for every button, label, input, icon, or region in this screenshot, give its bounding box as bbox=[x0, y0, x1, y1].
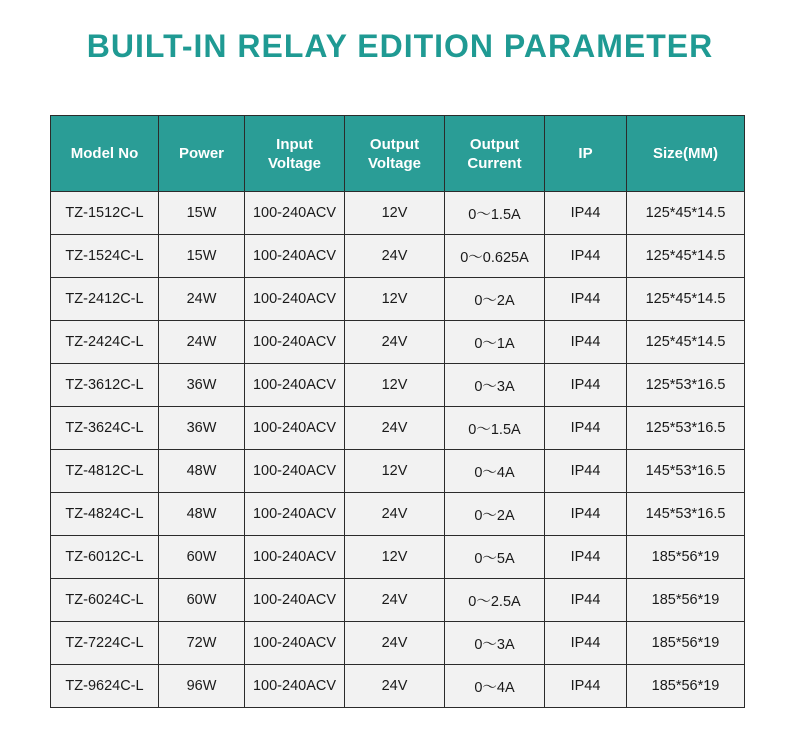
cell-ip: IP44 bbox=[545, 192, 627, 235]
cell-input-voltage: 100-240ACV bbox=[245, 450, 345, 493]
cell-input-voltage: 100-240ACV bbox=[245, 321, 345, 364]
cell-output-current: 0～2A bbox=[445, 493, 545, 536]
cell-output-current: 0～3A bbox=[445, 622, 545, 665]
cell-input-voltage: 100-240ACV bbox=[245, 665, 345, 708]
cell-power: 60W bbox=[159, 579, 245, 622]
cell-size: 185*56*19 bbox=[627, 536, 745, 579]
cell-output-voltage: 24V bbox=[345, 493, 445, 536]
cell-model-no: TZ-6012C-L bbox=[51, 536, 159, 579]
header-row bbox=[51, 116, 745, 192]
cell-output-voltage: 24V bbox=[345, 622, 445, 665]
table-row bbox=[51, 407, 745, 450]
cell-input-voltage: 100-240ACV bbox=[245, 192, 345, 235]
cell-output-voltage: 24V bbox=[345, 407, 445, 450]
cell-ip: IP44 bbox=[545, 321, 627, 364]
cell-ip: IP44 bbox=[545, 622, 627, 665]
header-label: Voltage bbox=[267, 154, 322, 172]
table-row bbox=[51, 278, 745, 321]
cell-power: 24W bbox=[159, 321, 245, 364]
cell-model-no: TZ-9624C-L bbox=[51, 665, 159, 708]
table-row bbox=[51, 622, 745, 665]
cell-size: 125*53*16.5 bbox=[627, 407, 745, 450]
cell-output-current: 0～2A bbox=[445, 278, 545, 321]
cell-model-no: TZ-3624C-L bbox=[51, 407, 159, 450]
cell-output-current: 0～4A bbox=[445, 450, 545, 493]
header-cell-model-no bbox=[51, 116, 159, 192]
cell-size: 145*53*16.5 bbox=[627, 450, 745, 493]
cell-model-no: TZ-2424C-L bbox=[51, 321, 159, 364]
cell-size: 185*56*19 bbox=[627, 665, 745, 708]
cell-model-no: TZ-6024C-L bbox=[51, 579, 159, 622]
cell-power: 15W bbox=[159, 235, 245, 278]
cell-output-current: 0～1.5A bbox=[445, 192, 545, 235]
cell-output-current: 0～1A bbox=[445, 321, 545, 364]
header-cell-ip bbox=[545, 116, 627, 192]
cell-size: 125*45*14.5 bbox=[627, 321, 745, 364]
page-title: BUILT-IN RELAY EDITION PARAMETER bbox=[86, 28, 714, 64]
cell-model-no: TZ-2412C-L bbox=[51, 278, 159, 321]
cell-size: 125*53*16.5 bbox=[627, 364, 745, 407]
cell-power: 60W bbox=[159, 536, 245, 579]
header-label: Output bbox=[369, 135, 420, 153]
cell-model-no: TZ-1524C-L bbox=[51, 235, 159, 278]
cell-input-voltage: 100-240ACV bbox=[245, 364, 345, 407]
cell-output-voltage: 24V bbox=[345, 321, 445, 364]
cell-ip: IP44 bbox=[545, 536, 627, 579]
cell-ip: IP44 bbox=[545, 407, 627, 450]
cell-ip: IP44 bbox=[545, 235, 627, 278]
header-label: Size(MM) bbox=[653, 145, 718, 162]
header-label: IP bbox=[578, 145, 593, 162]
cell-output-voltage: 12V bbox=[345, 278, 445, 321]
table-row bbox=[51, 364, 745, 407]
cell-output-voltage: 24V bbox=[345, 579, 445, 622]
table-row bbox=[51, 450, 745, 493]
cell-output-voltage: 12V bbox=[345, 192, 445, 235]
cell-output-current: 0～5A bbox=[445, 536, 545, 579]
header-cell-size bbox=[627, 116, 745, 192]
cell-output-current: 0～2.5A bbox=[445, 579, 545, 622]
cell-model-no: TZ-4824C-L bbox=[51, 493, 159, 536]
cell-output-voltage: 12V bbox=[345, 364, 445, 407]
header-label: Model No bbox=[70, 145, 139, 162]
cell-output-current: 0～3A bbox=[445, 364, 545, 407]
cell-ip: IP44 bbox=[545, 278, 627, 321]
cell-power: 96W bbox=[159, 665, 245, 708]
cell-model-no: TZ-1512C-L bbox=[51, 192, 159, 235]
cell-size: 145*53*16.5 bbox=[627, 493, 745, 536]
cell-ip: IP44 bbox=[545, 665, 627, 708]
table-row bbox=[51, 536, 745, 579]
cell-output-current: 0～1.5A bbox=[445, 407, 545, 450]
header-cell-output-current bbox=[445, 116, 545, 192]
cell-size: 125*45*14.5 bbox=[627, 278, 745, 321]
cell-output-voltage: 12V bbox=[345, 450, 445, 493]
table-row bbox=[51, 579, 745, 622]
cell-size: 125*45*14.5 bbox=[627, 235, 745, 278]
cell-power: 48W bbox=[159, 450, 245, 493]
cell-output-voltage: 12V bbox=[345, 536, 445, 579]
table-row bbox=[51, 321, 745, 364]
cell-model-no: TZ-3612C-L bbox=[51, 364, 159, 407]
header-label: Input bbox=[276, 135, 313, 153]
cell-output-current: 0～0.625A bbox=[445, 235, 545, 278]
cell-model-no: TZ-7224C-L bbox=[51, 622, 159, 665]
cell-size: 125*45*14.5 bbox=[627, 192, 745, 235]
cell-input-voltage: 100-240ACV bbox=[245, 579, 345, 622]
header-label: Power bbox=[178, 145, 224, 162]
table-header bbox=[51, 116, 745, 192]
cell-input-voltage: 100-240ACV bbox=[245, 493, 345, 536]
cell-size: 185*56*19 bbox=[627, 579, 745, 622]
header-label: Current bbox=[467, 154, 522, 172]
cell-input-voltage: 100-240ACV bbox=[245, 235, 345, 278]
header-cell-power bbox=[159, 116, 245, 192]
cell-ip: IP44 bbox=[545, 364, 627, 407]
cell-input-voltage: 100-240ACV bbox=[245, 278, 345, 321]
cell-ip: IP44 bbox=[545, 450, 627, 493]
cell-power: 36W bbox=[159, 364, 245, 407]
table-row bbox=[51, 235, 745, 278]
header-cell-output-voltage bbox=[345, 116, 445, 192]
cell-output-voltage: 24V bbox=[345, 665, 445, 708]
cell-input-voltage: 100-240ACV bbox=[245, 536, 345, 579]
header-label: Voltage bbox=[367, 154, 422, 172]
cell-power: 24W bbox=[159, 278, 245, 321]
cell-output-voltage: 24V bbox=[345, 235, 445, 278]
cell-power: 15W bbox=[159, 192, 245, 235]
cell-power: 48W bbox=[159, 493, 245, 536]
cell-model-no: TZ-4812C-L bbox=[51, 450, 159, 493]
cell-power: 36W bbox=[159, 407, 245, 450]
table-body bbox=[51, 192, 745, 708]
cell-input-voltage: 100-240ACV bbox=[245, 407, 345, 450]
parameter-table bbox=[50, 115, 745, 708]
table-row bbox=[51, 665, 745, 708]
table-row bbox=[51, 192, 745, 235]
cell-ip: IP44 bbox=[545, 579, 627, 622]
cell-input-voltage: 100-240ACV bbox=[245, 622, 345, 665]
cell-power: 72W bbox=[159, 622, 245, 665]
table-row bbox=[51, 493, 745, 536]
header-label: Output bbox=[469, 135, 520, 153]
cell-output-current: 0～4A bbox=[445, 665, 545, 708]
header-cell-input-voltage bbox=[245, 116, 345, 192]
cell-ip: IP44 bbox=[545, 493, 627, 536]
cell-size: 185*56*19 bbox=[627, 622, 745, 665]
